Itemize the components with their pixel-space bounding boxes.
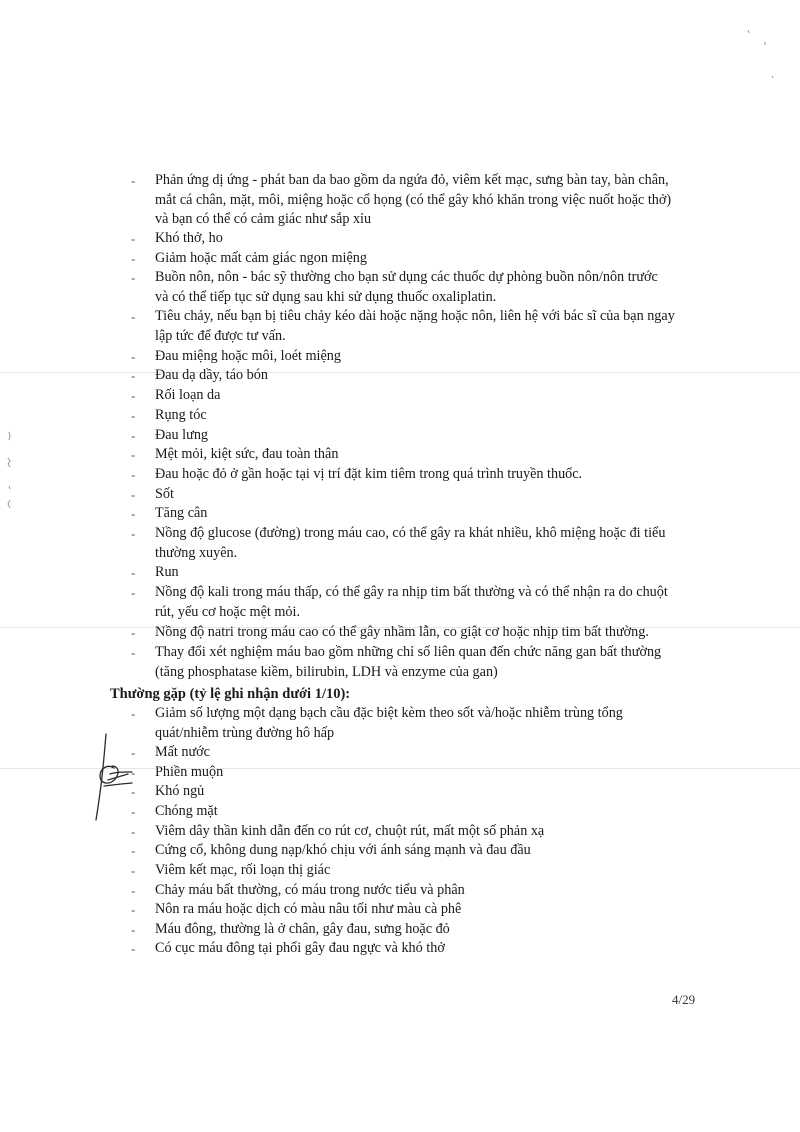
list-item-text: Sốt [155,486,174,502]
bullet-dash: - [131,883,136,898]
bullet-dash: - [131,922,136,937]
list-item-text: (tăng phosphatase kiềm, bilirubin, LDH và enzyme của gan) [155,663,498,680]
bullet-dash: - [131,428,136,443]
bullet-dash: - [131,585,136,600]
bullet-dash: - [131,824,136,839]
handwritten-signature [88,728,148,828]
bullet-dash: - [131,173,136,188]
list-item-text: Khó thở, ho [155,230,223,246]
bullet-dash: - [131,309,136,324]
list-item-text: Chảy máu bất thường, có máu trong nước tiểu và phân [155,882,465,898]
bullet-dash: - [131,804,136,819]
list-item-text: Đau hoặc đỏ ở gần hoặc tại vị trí đặt kim tiêm trong quá trình truyền thuốc. [155,466,583,482]
bullet-dash: - [131,706,136,721]
list-item-text: Đau dạ dầy, táo bón [155,367,268,383]
list-item-text: Run [155,564,179,580]
bullet-dash: - [131,565,136,580]
list-item-text: Rối loạn da [155,387,221,403]
bullet-dash: - [131,765,136,780]
list-item-text: Đau lưng [155,427,209,443]
list-item-text: Máu đông, thường là ở chân, gây đau, sưng hoặc đỏ [155,921,450,937]
bullet-dash: - [131,625,136,640]
section-heading: Thường gặp (tỷ lệ ghi nhận dưới 1/10): [110,686,351,702]
bullet-dash: - [131,843,136,858]
bullet-dash: - [131,902,136,917]
list-item-text: Đau miệng hoặc môi, loét miệng [155,348,341,364]
list-item-text: Phản ứng dị ứng - phát ban da bao gồm da ngứa đỏ, viêm kết mạc, sưng bàn tay, bàn chân, [155,172,669,188]
list-item-text: Chóng mặt [155,803,218,819]
list-item-text: Giảm hoặc mất cảm giác ngon miệng [155,250,367,266]
list-item-text: Giảm số lượng một dạng bạch cầu đặc biệt kèm theo sốt và/hoặc nhiễm trùng tổng [155,705,623,721]
bullet-dash: - [131,368,136,383]
list-item-text: Mệt mỏi, kiệt sức, đau toàn thân [155,446,339,462]
bullet-dash: - [131,863,136,878]
bullet-dash: - [131,270,136,285]
list-item-text: và có thể tiếp tục sử dụng sau khi sử dụng thuốc oxaliplatin. [155,288,497,305]
list-item-text: Có cục máu đông tại phổi gây đau ngực và khó thở [155,940,445,956]
bullet-dash: - [131,784,136,799]
list-item-text: Nồng độ glucose (đường) trong máu cao, có thể gây ra khát nhiều, khô miệng hoặc đi tiểu [155,525,666,541]
list-item-text: Buồn nôn, nôn - bác sỹ thường cho bạn sử dụng các thuốc dự phòng buồn nôn/nôn trước [155,269,658,285]
list-item-text: Tiêu chảy, nếu bạn bị tiêu chảy kéo dài hoặc nặng hoặc nôn, liên hệ với bác sĩ của bạn ngay [155,308,675,324]
list-item-text: Viêm kết mạc, rối loạn thị giác [155,862,331,878]
list-item-text: Nồng độ natri trong máu cao có thể gây nhầm lẫn, co giật cơ hoặc nhịp tim bất thường. [155,624,649,640]
bullet-dash: - [131,487,136,502]
list-item-text: lập tức để được tư vấn. [155,327,286,344]
bullet-dash: - [131,349,136,364]
bullet-dash: - [131,408,136,423]
bullet-dash: - [131,231,136,246]
bullet-dash: - [131,388,136,403]
list-item-text: và bạn có thể có cảm giác như sắp xỉu [155,211,372,227]
bullet-dash: - [131,941,136,956]
list-item-text: Phiền muộn [155,764,224,780]
list-item-text: rút, yếu cơ hoặc mệt mỏi. [155,603,300,620]
list-item-text: Mất nước [155,744,210,760]
list-item-text: Cứng cổ, không dung nạp/khó chịu với ánh sáng mạnh và đau đầu [155,842,531,858]
bullet-dash: - [131,645,136,660]
bullet-dash: - [131,745,136,760]
list-item-text: Thay đổi xét nghiệm máu bao gồm những chỉ số liên quan đến chức năng gan bất thường [155,644,662,660]
list-item-text: Khó ngủ [155,783,205,799]
list-item-text: Rụng tóc [155,407,207,423]
bullet-dash: - [131,506,136,521]
page-number: 4/29 [672,992,696,1007]
bullet-dash: - [131,526,136,541]
list-item-text: Nồng độ kali trong máu thấp, có thể gây ra nhịp tim bất thường và có thể nhận ra do chuột [155,584,668,600]
list-item-text: quát/nhiễm trùng đường hô hấp [155,724,335,741]
list-item-text: Tăng cân [155,505,208,521]
list-item-text: mắt cá chân, mặt, môi, miệng hoặc cổ họng (có thể gây khó khăn trong việc nuốt hoặc thở) [155,191,672,208]
bullet-dash: - [131,447,136,462]
bullet-dash: - [131,467,136,482]
bullet-dash: - [131,251,136,266]
list-item-text: thường xuyên. [155,544,238,561]
list-item-text: Nôn ra máu hoặc dịch có màu nâu tối như màu cà phê [155,901,462,917]
list-item-text: Viêm dây thần kinh dẫn đến co rút cơ, chuột rút, mất một số phản xạ [155,823,545,839]
